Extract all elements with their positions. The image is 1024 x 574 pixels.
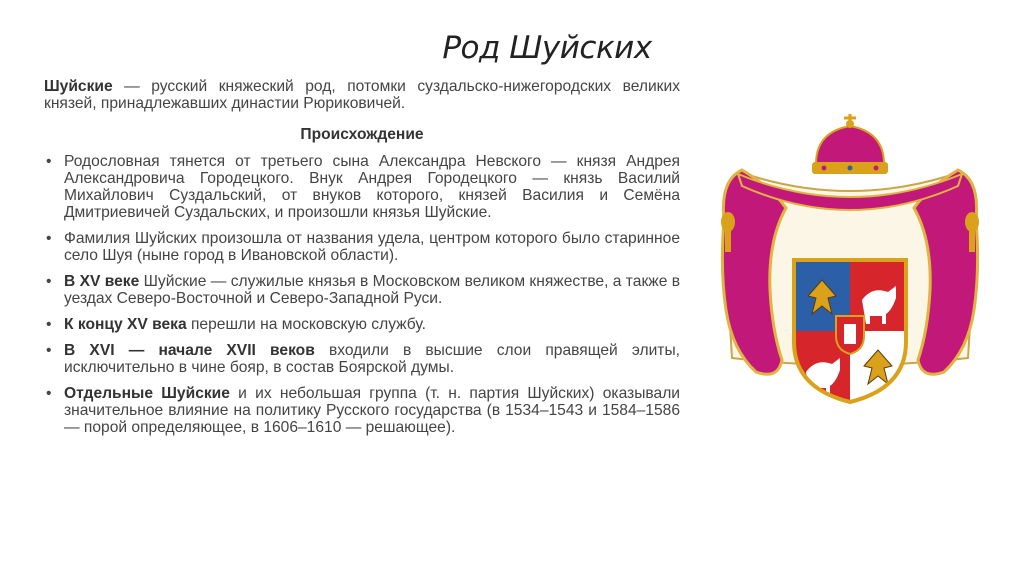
bullet-item xyxy=(44,153,680,221)
bullet-text: Фамилия Шуйских произошла от названия удела, центром которого было старинное село Шуя (ныне город в Ивановской области). xyxy=(64,230,680,264)
crown xyxy=(812,114,888,174)
slide-content xyxy=(44,78,680,445)
intro-bold: Шуйские xyxy=(44,78,113,95)
bullet-item xyxy=(44,230,680,264)
slide-title: Род Шуйских xyxy=(442,30,652,66)
bullet-list xyxy=(44,153,680,436)
coat-of-arms-image xyxy=(712,110,988,422)
bullet-text: перешли на московскую службу. xyxy=(186,316,426,333)
bullet-bold: В XV веке xyxy=(64,273,140,290)
intro-text: — русский княжеский род, потомки суздальско-нижегородских великих князей, принадлежавших династии Рюриковичей. xyxy=(44,78,680,112)
bullet-text: входили в высшие слои правящей элиты, исключительно в чине бояр, в состав Боярской думы. xyxy=(64,342,680,376)
bullet-bold: К концу XV века xyxy=(64,316,187,333)
bullet-text: Родословная тянется от третьего сына Александра Невского — князя Андрея Александровича Городецкого. Внук Андрея Городецкого — князь Василий Михайлович Суздальский, от внуков которого, князей Василия и Семёна Дмитриевичей Суздальских, и произошли князья Шуйские. xyxy=(64,153,680,221)
section-subheading: Происхождение xyxy=(300,126,424,143)
bullet-item xyxy=(44,273,680,307)
bullet-item xyxy=(44,385,680,436)
bullet-text: и их небольшая группа (т. н. партия Шуйских) оказывали значительное влияние на политику Русского государства (в 1534–1543 и 1584–1586 — порой определяющее, в 1606–1610 — решающее). xyxy=(64,385,681,436)
bullet-item xyxy=(44,316,680,333)
bullet-bold: Отдельные Шуйские xyxy=(64,385,230,402)
intro-paragraph xyxy=(44,78,680,112)
bullet-item xyxy=(44,342,680,376)
bullet-bold: В XVI — начале XVII веков xyxy=(64,342,315,359)
bullet-text: Шуйские — служилые князья в Московском великом княжестве, а также в уездах Северо-Восточной и Северо-Западной Руси. xyxy=(64,273,680,307)
